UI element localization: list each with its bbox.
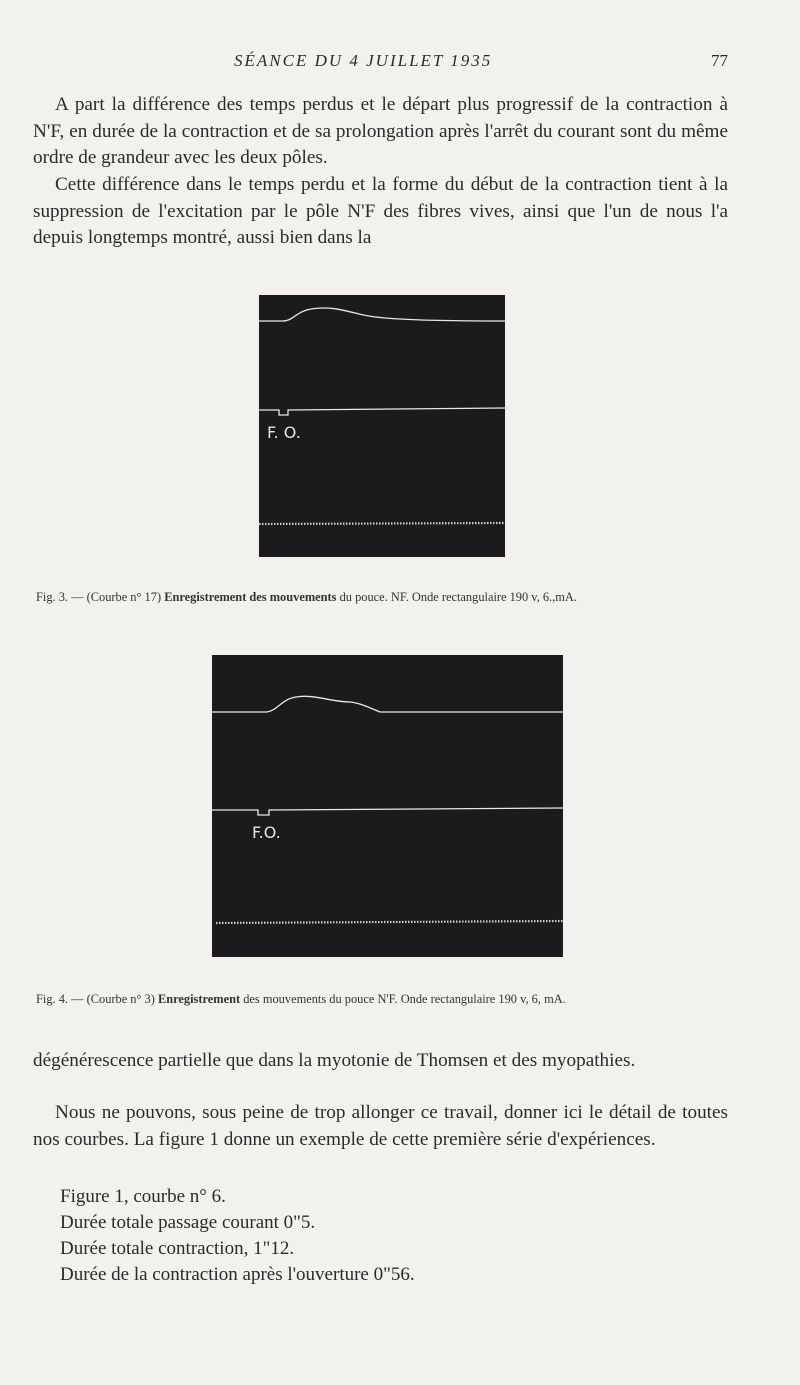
time-trace — [216, 921, 563, 923]
running-title: SÉANCE DU 4 JUILLET 1935 — [234, 51, 493, 70]
data-line-figure: Figure 1, courbe n° 6. — [60, 1186, 226, 1207]
paragraph-4: Nous ne pouvons, sous peine de trop allonger ce travail, donner ici le détail de toutes nos courbes. La figure 1 donne un exemple de cette première série d'expériences. — [33, 1102, 728, 1150]
data-line-contraction-duration: Durée totale contraction, 1"12. — [60, 1238, 295, 1259]
data-line-current-duration: Durée totale passage courant 0"5. — [60, 1212, 316, 1233]
figure-3-recording — [259, 295, 505, 557]
figure-3-caption: Fig. 3. — (Courbe n° 17) Enregistrement des mouvements du pouce. NF. Onde rectangulaire 190 v, 6.,mA. — [36, 590, 577, 604]
figure-4-caption: Fig. 4. — (Courbe n° 3) Enregistrement des mouvements du pouce N'F. Onde rectangulaire 190 v, 6, mA. — [36, 992, 566, 1006]
signal-trace — [259, 408, 505, 415]
time-trace — [259, 523, 505, 524]
data-line-after-opening: Durée de la contraction après l'ouverture 0"56. — [60, 1264, 415, 1285]
figure-4-traces — [212, 655, 563, 957]
contraction-trace — [212, 696, 563, 712]
figure-4-label: F.O. — [252, 823, 281, 842]
paragraph-3: dégénérescence partielle que dans la myotonie de Thomsen et des myopathies. — [33, 1050, 636, 1071]
paragraph-1: A part la différence des temps perdus et le départ plus progressif de la contraction à N'F, en durée de la contraction et de sa prolongation après l'arrêt du courant sont du même ordre de grandeur avec les deux pôles. — [33, 94, 728, 168]
figure-4-recording — [212, 655, 563, 957]
paragraph-2: Cette différence dans le temps perdu et la forme du début de la contraction tient à la suppression de l'excitation par le pôle N'F des fibres vives, ainsi que l'un de nous l'a depuis longtemps montré, aussi bien dans la — [33, 174, 728, 248]
page-number: 77 — [711, 51, 728, 70]
running-header — [0, 48, 800, 78]
signal-trace — [212, 808, 563, 815]
contraction-trace — [259, 308, 505, 321]
figure-3-label: F. O. — [267, 423, 301, 442]
